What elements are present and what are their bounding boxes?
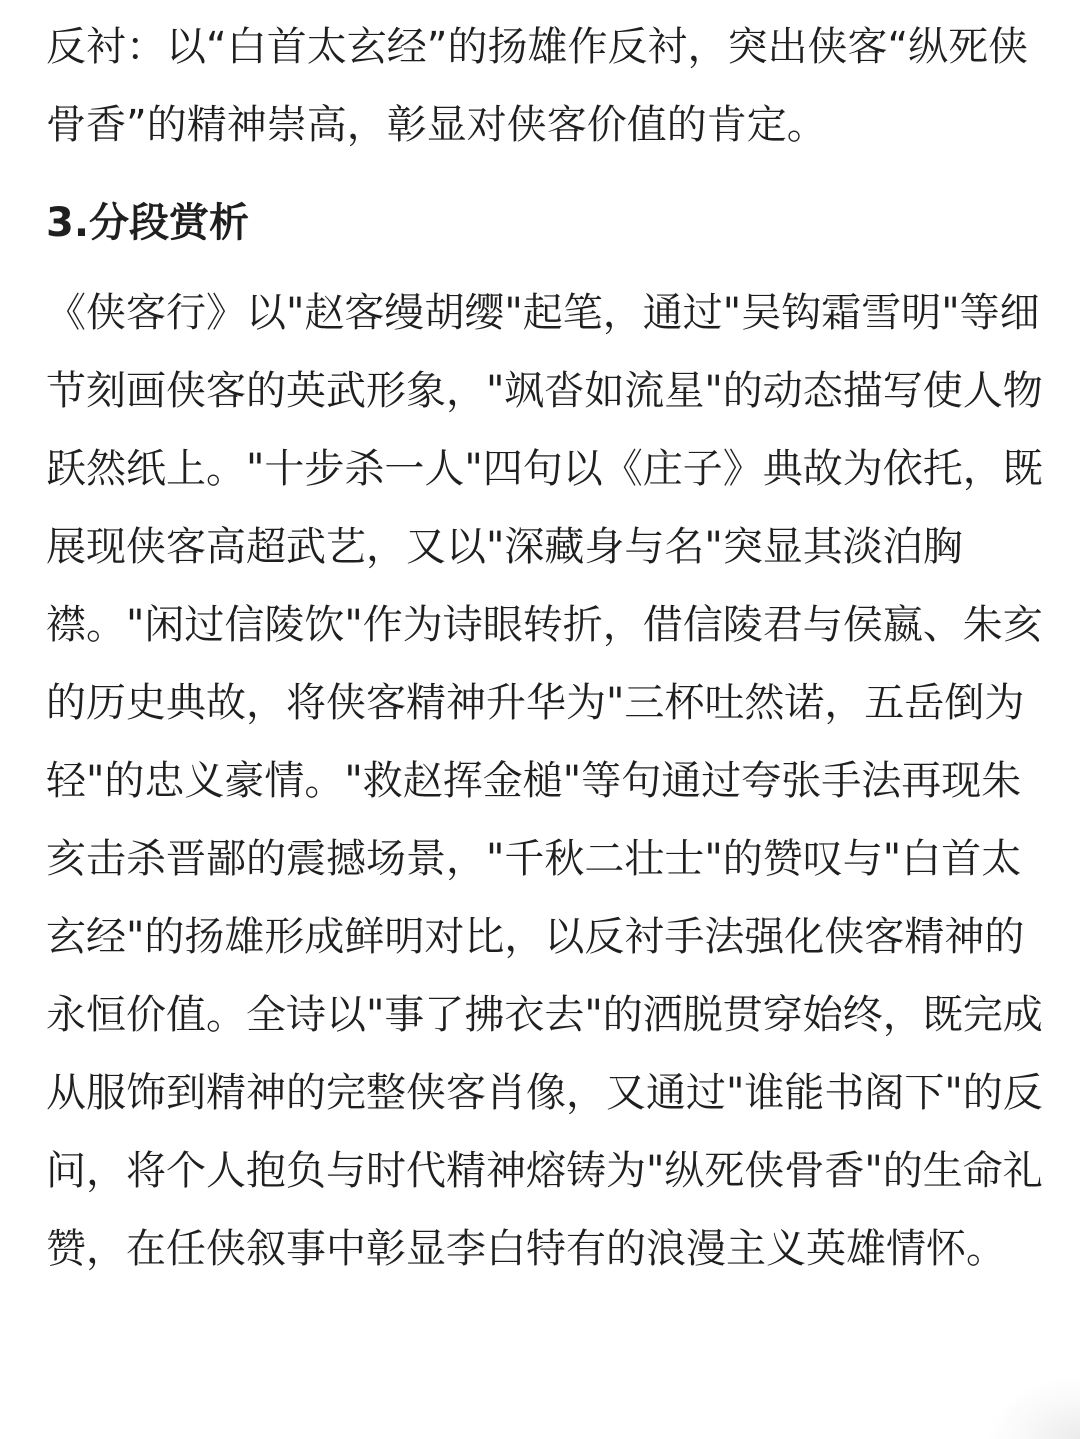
section-heading: 3.分段赏析	[46, 200, 250, 246]
paragraph-analysis: 《侠客行》以"赵客缦胡缨"起笔，通过"吴钩霜雪明"等细节刻画侠客的英武形象，"飒沓如流星"的动态描写使人物跃然纸上。"十步杀一人"四句以《庄子》典故为依托，既展现侠客高超武艺，又以"深藏身与名"突显其淡泊胸襟。"闲过信陵饮"作为诗眼转折，借信陵君与侯嬴、朱亥的历史典故，将侠客精神升华为"三杯吐然诺，五岳倒为轻"的忠义豪情。"救赵挥金槌"等句通过夸张手法再现朱亥击杀晋鄙的震撼场景，"千秋二壮士"的赞叹与"白首太玄经"的扬雄形成鲜明对比，以反衬手法强化侠客精神的永恒价值。全诗以"事了拂衣去"的洒脱贯穿始终，既完成从服饰到精神的完整侠客肖像，又通过"谁能书阁下"的反问，将个人抱负与时代精神熔铸为"纵死侠骨香"的生命礼赞，在任侠叙事中彰显李白特有的浪漫主义英雄情怀。	[46, 290, 1043, 1272]
article-content	[46, 8, 1046, 1288]
corner-shadow	[990, 1379, 1080, 1439]
paragraph-contrast: 反衬：以“白首太玄经”的扬雄作反衬，突出侠客“纵死侠骨香”的精神崇高，彰显对侠客价值的肯定。	[46, 24, 1029, 148]
